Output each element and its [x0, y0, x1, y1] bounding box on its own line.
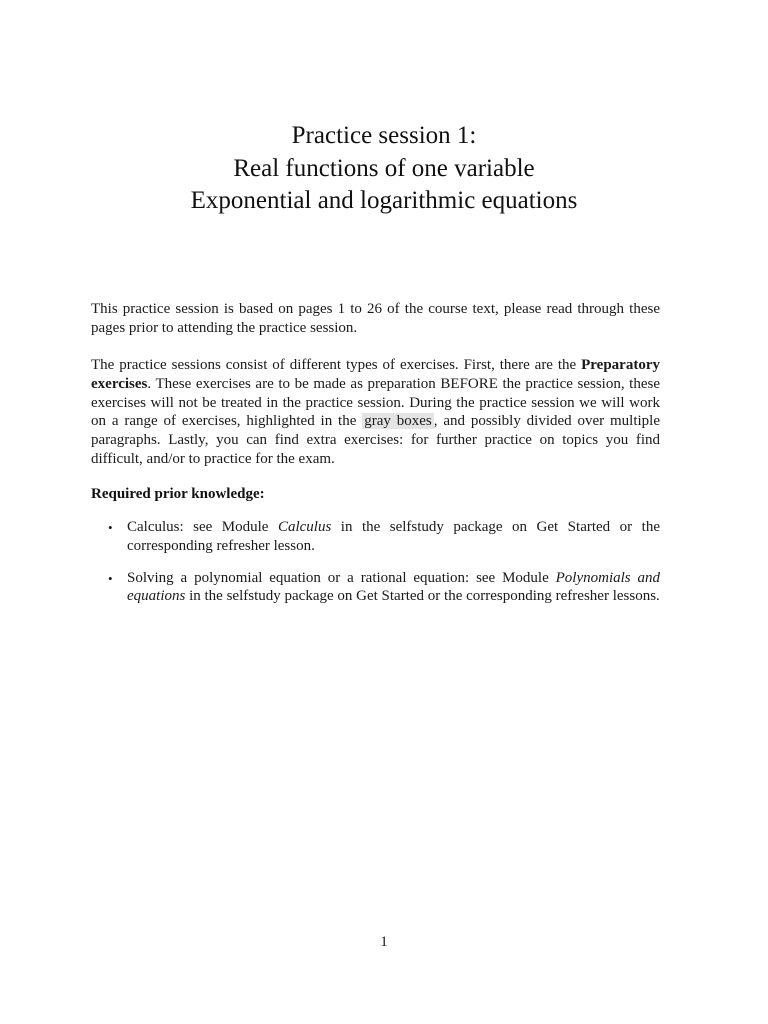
- title-line-1: Practice session 1:: [291, 122, 477, 149]
- module-name: Calculus: [277, 519, 332, 535]
- prior-knowledge-heading: Required prior knowledge:: [91, 486, 265, 502]
- bullet-icon: •: [108, 520, 113, 535]
- exercises-text-3: , and possibly divided over multiple paragraphs. Lastly, you can find extra exercises: for further practice on topics you find difficult, and/or to practice for the exam.: [91, 413, 660, 467]
- title-line-3: Exponential and logarithmic equations: [190, 187, 578, 214]
- list-item: [91, 569, 660, 607]
- exercises-text-1: The practice sessions consist of different types of exercises. First, there are the: [91, 357, 582, 373]
- list-item-text-prefix: Calculus: see Module: [127, 519, 278, 535]
- title-line-2: Real functions of one variable: [233, 154, 535, 182]
- list-item: [91, 518, 660, 556]
- list-item-text-suffix: in the selfstudy package on Get Started or the corresponding refresher lessons.: [185, 588, 660, 605]
- exercises-text-2: . These exercises are to be made as preparation BEFORE the practice session, these exercises will not be treated in the practice session. During the practice session we will work on a range of exercises, highlighted in the: [91, 375, 660, 430]
- bullet-icon: •: [108, 570, 113, 586]
- list-item-text-suffix: in the selfstudy package on Get Started or the corresponding refresher lesson.: [127, 519, 660, 554]
- module-name: Polynomials and equations: [127, 569, 660, 605]
- gray-boxes-highlight: gray boxes: [364, 413, 432, 430]
- list-item-text-prefix: Solving a polynomial equation or a rational equation: see Module: [127, 569, 556, 586]
- exercises-paragraph: [91, 356, 660, 469]
- preparatory-exercises-term: Preparatory exercises: [91, 357, 660, 392]
- document-title: [0, 120, 768, 218]
- prior-knowledge-list: [91, 518, 660, 619]
- intro-paragraph: This practice session is based on pages 1 to 26 of the course text, please read through these pages prior to attending the practice session.: [91, 301, 660, 336]
- page-number: 1: [380, 934, 388, 950]
